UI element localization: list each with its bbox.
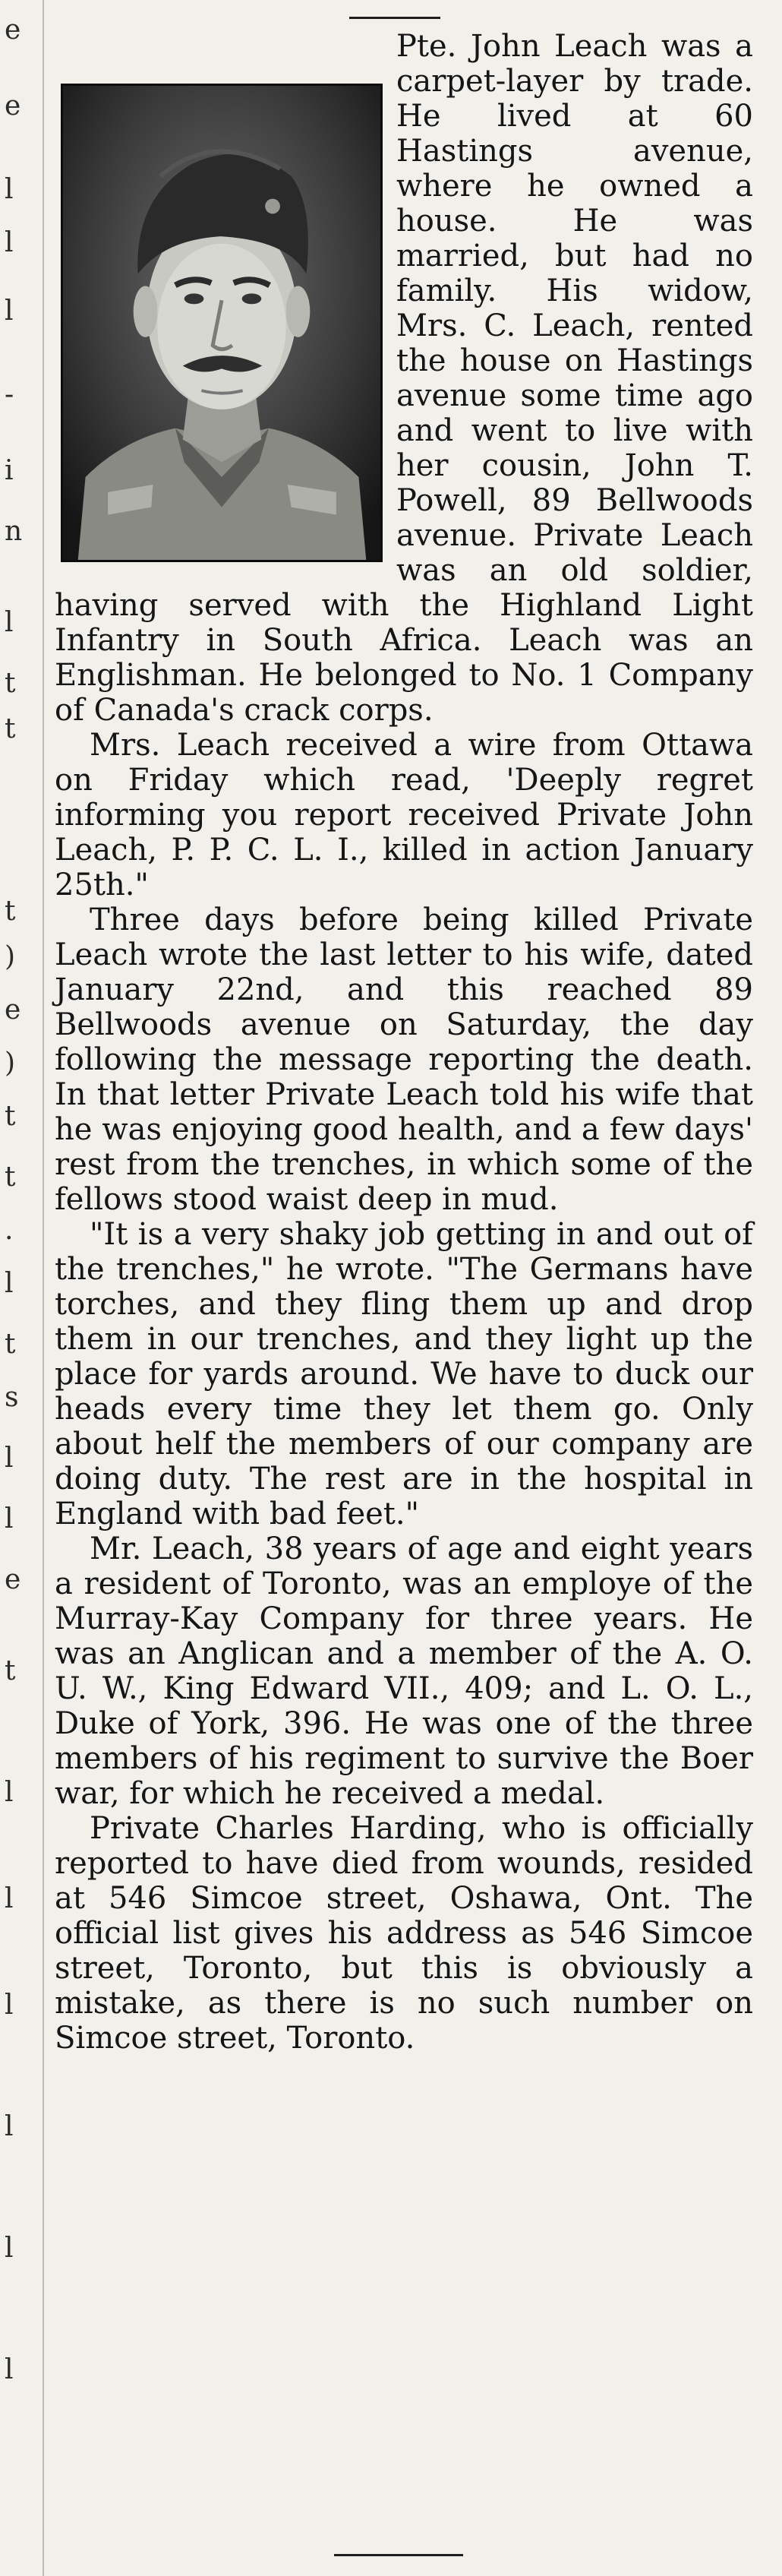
gutter-fragment: - — [5, 379, 14, 410]
gutter-fragment: e — [5, 90, 21, 122]
gutter-fragment: l — [5, 1268, 14, 1299]
article-paragraph: Three days before being killed Private Leach wrote the last letter to his wife, dated January 22nd, and this reached 89 Bellwoods avenue on Saturday, the day following the message reporting the death. In that letter Private Leach told his wife that he was enjoying good health, and a few days' rest from the trenches, in which some of the fellows stood waist deep in mud. — [55, 902, 753, 1217]
column-divider — [43, 0, 44, 2576]
article-paragraph: Mr. Leach, 38 years of age and eight years a resident of Toronto, was an employe of the Murray-Kay Company for three years. He was an Anglican and a member of the A. O. U. W., King Edward VII., 409; and L. O. L., Duke of York, 396. He was one of the three members of his regiment to survive the Boer war, for which he received a medal. — [55, 1531, 753, 1811]
gutter-fragment: n — [5, 516, 23, 547]
gutter-fragment: e — [5, 1564, 21, 1595]
gutter-fragment: l — [5, 1443, 14, 1474]
gutter-fragment: l — [5, 1883, 14, 1914]
gutter-fragment: t — [5, 896, 16, 927]
gutter-fragment: l — [5, 296, 14, 327]
gutter-fragment: t — [5, 1101, 16, 1132]
gutter-fragment: ) — [5, 1048, 16, 1079]
gutter-fragment: l — [5, 1777, 14, 1808]
top-rule — [349, 17, 440, 19]
gutter-fragment: s — [5, 1382, 19, 1413]
gutter-fragment: t — [5, 668, 16, 699]
gutter-fragment: l — [5, 227, 14, 258]
gutter-fragment: ) — [5, 941, 16, 972]
gutter-fragment: e — [5, 14, 21, 46]
adjacent-column-fragments — [0, 0, 30, 2576]
gutter-fragment: l — [5, 607, 14, 638]
gutter-fragment: l — [5, 2354, 14, 2385]
gutter-fragment: l — [5, 174, 14, 205]
article-paragraph: Pte. John Leach was a carpet-layer by trade. He lived at 60 Hastings avenue, where he owned a house. He was married, but had no family. His widow, Mrs. C. Leach, rented the house on Hastings avenue some time ago and went to live with her cousin, John T. Powell, 89 Bellwoods avenue. Private Leach was an old soldier, having served with the Highland Light Infantry in South Africa. Leach was an Englishman. He belonged to No. 1 Company of Canada's crack corps. — [55, 29, 753, 728]
gutter-fragment: i — [5, 455, 14, 486]
article-body — [55, 29, 753, 2056]
gutter-fragment: l — [5, 1503, 14, 1535]
gutter-fragment: t — [5, 1162, 16, 1193]
gutter-fragment: t — [5, 1329, 16, 1360]
gutter-fragment: e — [5, 994, 21, 1026]
gutter-fragment: . — [5, 1215, 14, 1246]
gutter-fragment: t — [5, 1655, 16, 1686]
article-paragraph: Mrs. Leach received a wire from Ottawa on Friday which read, 'Deeply regret informing you report received Private John Leach, P. P. C. L. I., killed in action January 25th." — [55, 728, 753, 902]
gutter-fragment: l — [5, 1990, 14, 2021]
article-paragraph: Private Charles Harding, who is officially reported to have died from wounds, resided at 546 Simcoe street, Oshawa, Ont. The official list gives his address as 546 Simcoe street, Toronto, but this is obviously a mistake, as there is no such number on Simcoe street, Toronto. — [55, 1811, 753, 2056]
gutter-fragment: l — [5, 2233, 14, 2264]
article-paragraph: "It is a very shaky job getting in and out of the trenches," he wrote. "The Germans have torches, and they fling them up and drop them in our trenches, and they light up the place for yards around. We have to duck our heads every time they let them go. Only about helf the members of our company are doing duty. The rest are in the hospital in England with bad feet." — [55, 1217, 753, 1531]
photo-wrap-space — [55, 29, 396, 565]
gutter-fragment: t — [5, 713, 16, 744]
bottom-rule — [334, 2554, 463, 2556]
gutter-fragment: l — [5, 2111, 14, 2142]
